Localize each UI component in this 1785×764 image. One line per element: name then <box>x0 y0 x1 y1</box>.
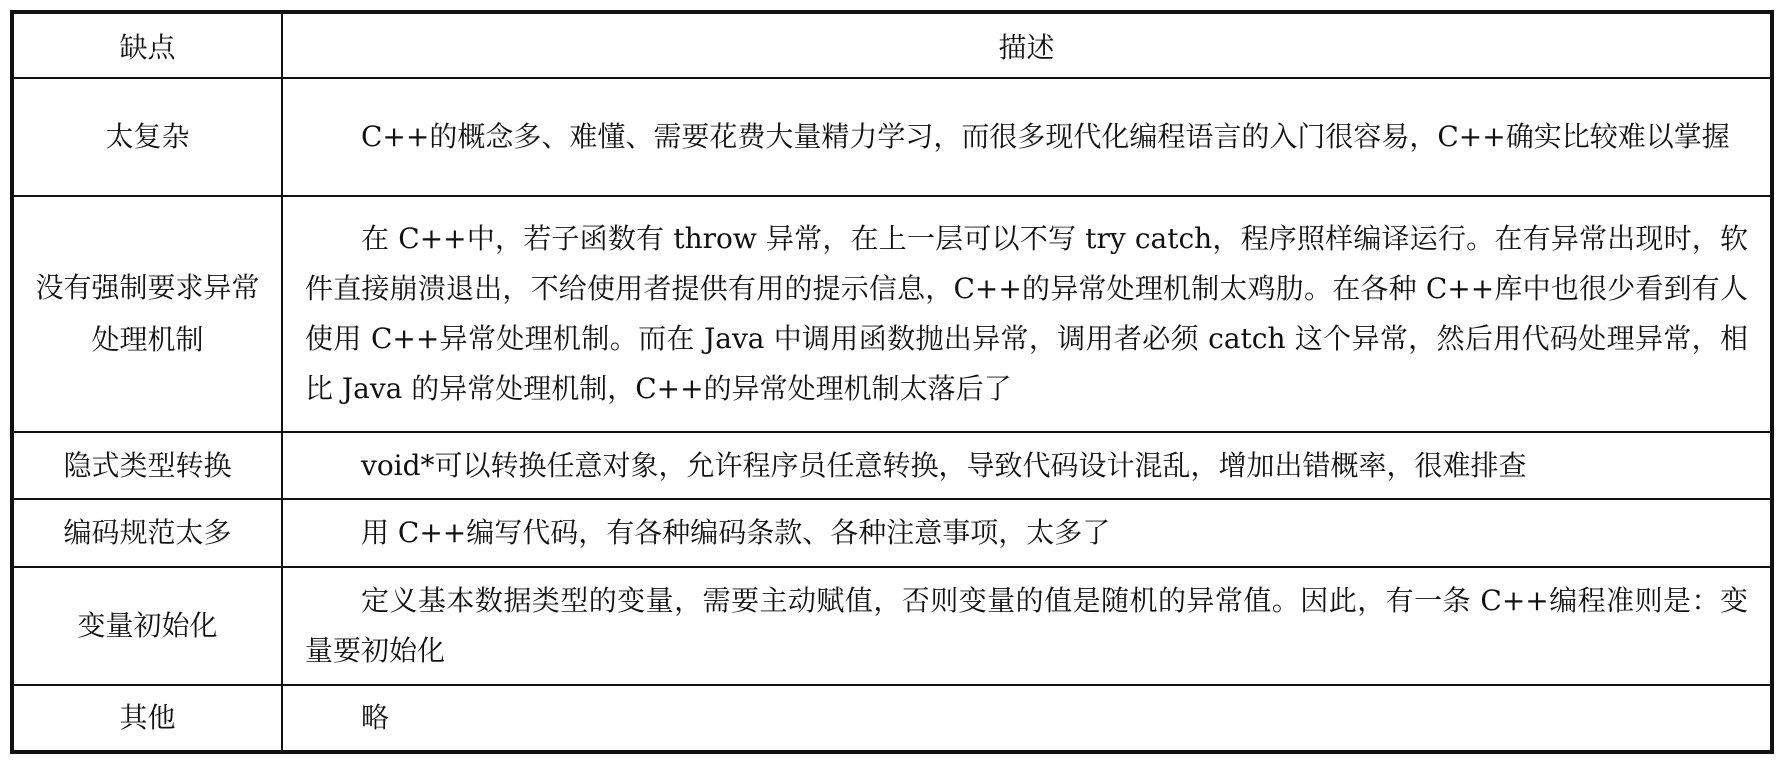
table-row <box>12 432 1772 499</box>
table-row <box>12 78 1772 196</box>
shortcoming-name: 太复杂 <box>12 78 282 196</box>
shortcoming-description: 用 C++编写代码，有各种编码条款、各种注意事项，太多了 <box>282 499 1772 566</box>
shortcoming-name: 隐式类型转换 <box>12 432 282 499</box>
shortcoming-description: 略 <box>282 685 1772 752</box>
shortcoming-description: 在 C++中，若子函数有 throw 异常，在上一层可以不写 try catch，程序照样编译运行。在有异常出现时，软件直接崩溃退出，不给使用者提供有用的提示信息，C++的异常处理机制太鸡肋。在各种 C++库中也很少看到有人使用 C++异常处理机制。而在 Java 中调用函数抛出异常，调用者必须 catch 这个异常，然后用代码处理异常，相比 Java 的异常处理机制，C++的异常处理机制太落后了 <box>282 196 1772 432</box>
table-row <box>12 567 1772 685</box>
shortcomings-table <box>10 10 1774 754</box>
shortcoming-name: 其他 <box>12 685 282 752</box>
shortcoming-description: C++的概念多、难懂、需要花费大量精力学习，而很多现代化编程语言的入门很容易，C++确实比较难以掌握 <box>282 78 1772 196</box>
shortcoming-name: 没有强制要求异常处理机制 <box>12 196 282 432</box>
shortcoming-description: 定义基本数据类型的变量，需要主动赋值，否则变量的值是随机的异常值。因此，有一条 C++编程准则是：变量要初始化 <box>282 567 1772 685</box>
table-header <box>12 12 1772 78</box>
shortcoming-description: void*可以转换任意对象，允许程序员任意转换，导致代码设计混乱，增加出错概率，很难排查 <box>282 432 1772 499</box>
header-description: 描述 <box>282 12 1772 78</box>
header-shortcoming: 缺点 <box>12 12 282 78</box>
table-body <box>12 78 1772 752</box>
table-row <box>12 685 1772 752</box>
shortcoming-name: 变量初始化 <box>12 567 282 685</box>
header-row <box>12 12 1772 78</box>
shortcoming-name: 编码规范太多 <box>12 499 282 566</box>
table-row <box>12 499 1772 566</box>
table-row <box>12 196 1772 432</box>
